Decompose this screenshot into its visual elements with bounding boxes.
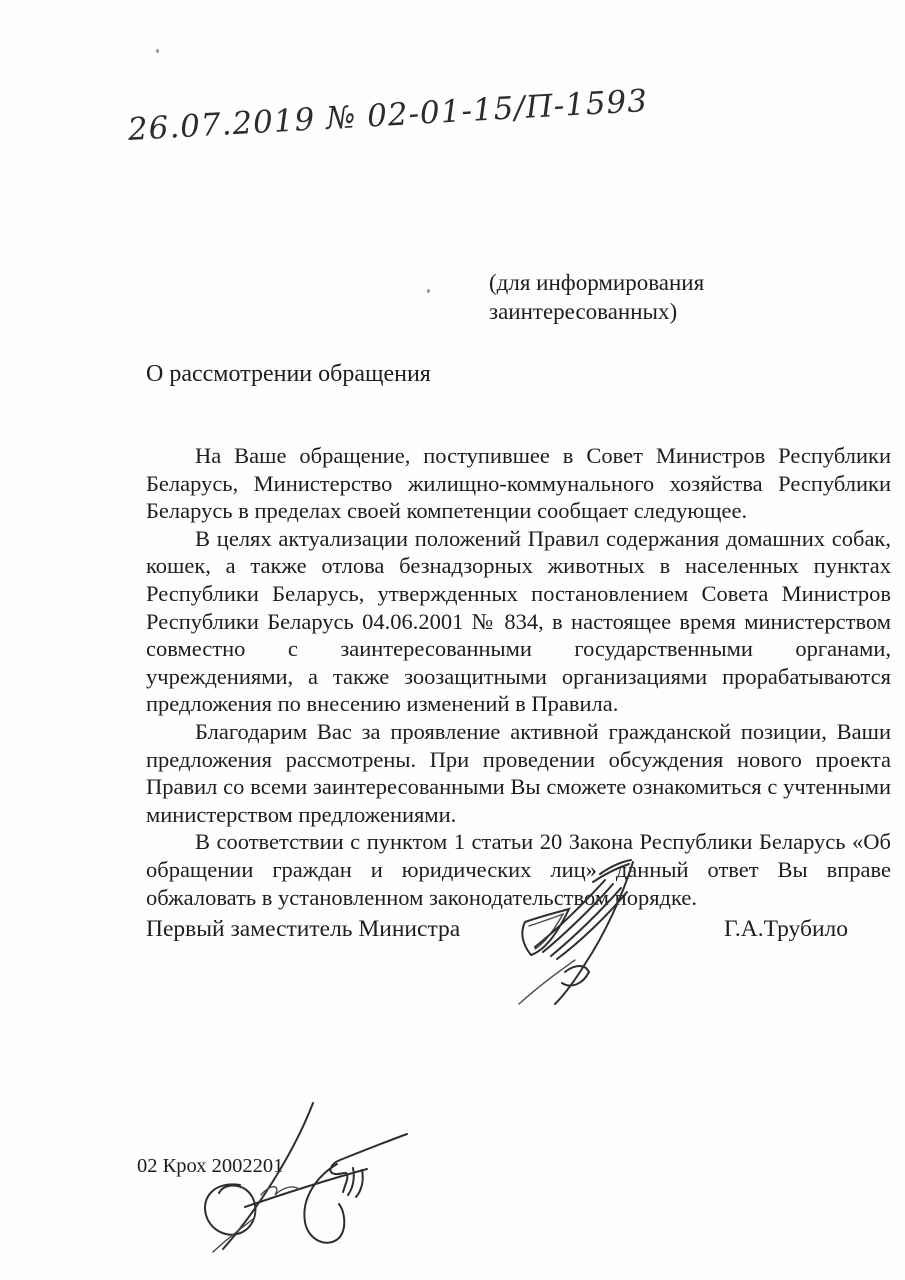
signer-position-title: Первый заместитель Министра [146,916,461,942]
clerk-signature-scrawl-2 [295,1128,410,1253]
clerk-reference-note: 02 Крох 2002201 [137,1155,284,1177]
paragraph: В соответствии с пунктом 1 статьи 20 Закона Республики Беларусь «Об обращении граждан и юридических лиц» данный ответ Вы вправе обжаловать в установленном законодательством порядке. [146,829,891,910]
paragraph: На Ваше обращение, поступившее в Совет Министров Республики Беларусь, Министерство жилищно-коммунального хозяйства Республики Беларусь в пределах своей компетенции сообщает следующее. [146,443,891,524]
minister-signature-scrawl [505,852,670,1007]
scan-speck [427,289,430,293]
recipient-note-line1: (для информирования [489,270,705,295]
recipient-note [489,269,809,326]
letter-body [146,442,891,911]
paragraph: В целях актуализации положений Правил содержания домашних собак, кошек, а также отлова безнадзорных животных в населенных пунктах Республики Беларусь, утвержденных постановлением Совета Министров Республики Беларусь 04.06.2001 № 834, в настоящее время министерством совместно с заинтересованными государственными органами, учреждениями, а также зоозащитными организациями прорабатываются предложения по внесению изменений в Правила. [146,525,891,717]
signer-name: Г.А.Трубило [724,916,849,942]
recipient-note-line2: заинтересованных) [489,298,678,324]
handwritten-registration-number: 26.07.2019 № 02-01-15/П-1593 [126,82,649,148]
subject-line: О рассмотрении обращения [146,361,431,387]
scan-speck [156,49,159,53]
paragraph: Благодарим Вас за проявление активной гражданской позиции, Ваши предложения рассмотрены. При проведении обсуждения нового проекта Правил со всеми заинтересованными Вы сможете ознакомиться с учтенными министерством предложениями. [146,718,891,827]
